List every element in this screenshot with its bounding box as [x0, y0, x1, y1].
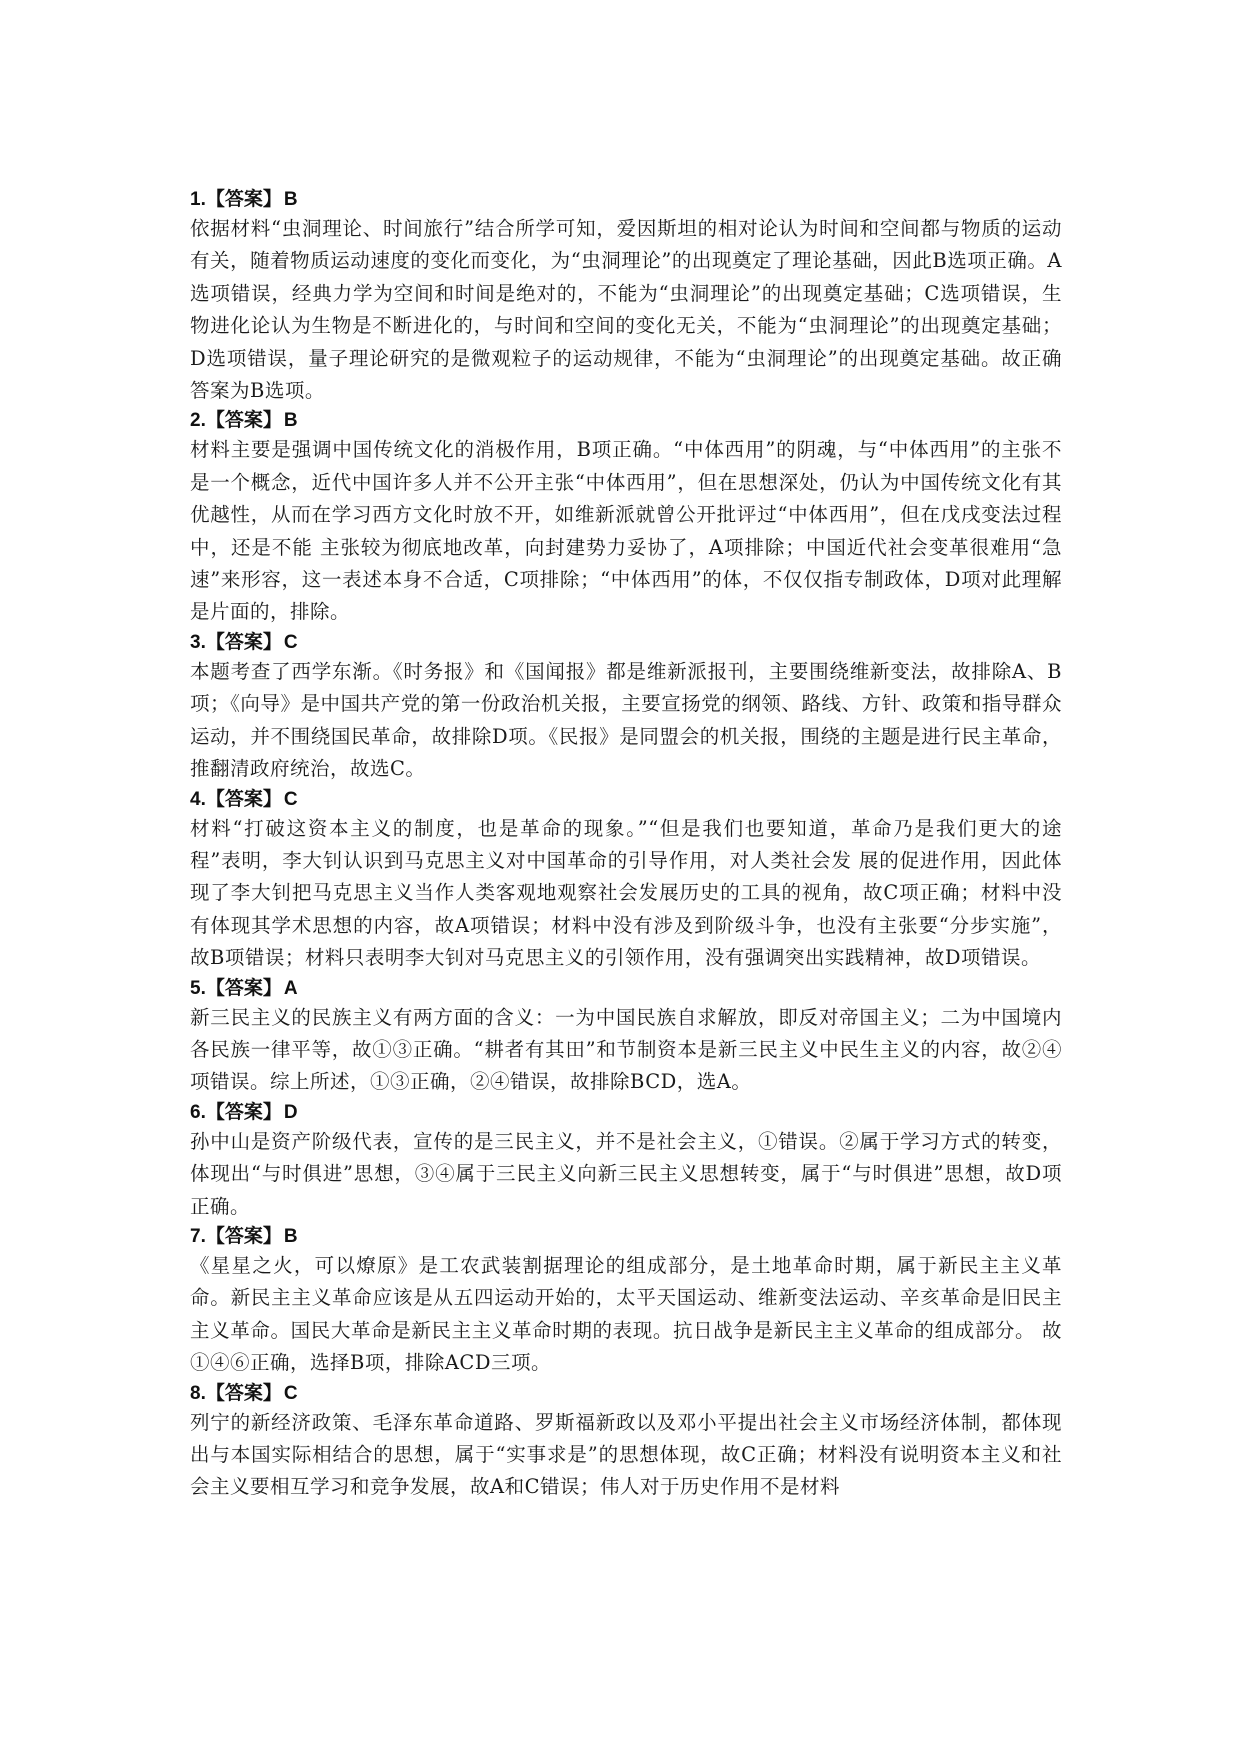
answer-explanation: 孙中山是资产阶级代表，宣传的是三民主义，并不是社会主义，①错误。②属于学习方式的转变，体现出“与时俱进”思想，③④属于三民主义向新三民主义思想转变，属于“与时俱进”思想，故D项正确。	[190, 1129, 1062, 1218]
answer-letter: C	[283, 631, 298, 653]
answer-heading-label: 2.【答案】	[190, 410, 282, 432]
answer-item-5	[190, 975, 1062, 1099]
answer-letter: C	[283, 788, 298, 810]
answer-heading-label: 4.【答案】	[190, 788, 282, 810]
answer-heading	[190, 1223, 1062, 1250]
answer-heading-label: 5.【答案】	[190, 977, 282, 999]
answer-heading-label: 1.【答案】	[190, 189, 282, 210]
answer-letter: B	[283, 1225, 298, 1247]
answer-heading-label: 6.【答案】	[190, 1101, 282, 1123]
answer-heading	[190, 1099, 1062, 1126]
answer-letter: C	[283, 1382, 298, 1404]
answer-key-page	[190, 186, 1062, 1504]
answer-letter: B	[283, 189, 298, 210]
answer-heading	[190, 186, 1062, 213]
answer-explanation: 依据材料“虫洞理论、时间旅行”结合所学可知，爱因斯坦的相对论认为时间和空间都与物质的运动有关，随着物质运动速度的变化而变化，为“虫洞理论”的出现奠定了理论基础，因此B选项正确。A选项错误，经典力学为空间和时间是绝对的，不能为“虫洞理论”的出现奠定基础；C选项错误，生物进化论认为生物是不断进化的，与时间和空间的变化无关，不能为“虫洞理论”的出现奠定基础；D选项错误，量子理论研究的是微观粒子的运动规律，不能为“虫洞理论”的出现奠定基础。故正确答案为B选项。	[190, 217, 1062, 403]
answer-explanation: 《星星之火，可以燎原》是工农武装割据理论的组成部分，是土地革命时期，属于新民主主义革命。新民主主义革命应该是从五四运动开始的，太平天国运动、维新变法运动、辛亥革命是旧民主主义革命。国民大革命是新民主主义革命时期的表现。抗日战争是新民主主义革命的组成部分。 故①④⑥正确，选择B项，排除ACD三项。	[190, 1253, 1062, 1375]
answer-heading	[190, 1380, 1062, 1407]
answer-item-3	[190, 629, 1062, 786]
answer-item-2	[190, 407, 1062, 628]
answer-explanation: 材料主要是强调中国传统文化的消极作用，B项正确。“中体西用”的阴魂，与“中体西用”的主张不是一个概念，近代中国许多人并不公开主张“中体西用”，但在思想深处，仍认为中国传统文化有其优越性，从而在学习西方文化时放不开，如维新派就曾公开批评过“中体西用”，但在戊戌变法过程中，还是不能 主张较为彻底地改革，向封建势力妥协了，A项排除；中国近代社会变革很难用“急速”来形容，这一表述本身不合适，C项排除；“中体西用”的体，不仅仅指专制政体，D项对此理解是片面的，排除。	[190, 438, 1062, 624]
answer-heading-label: 3.【答案】	[190, 631, 282, 653]
answer-explanation: 列宁的新经济政策、毛泽东革命道路、罗斯福新政以及邓小平提出社会主义市场经济体制，都体现出与本国实际相结合的思想，属于“实事求是”的思想体现，故C正确；材料没有说明资本主义和社会主义要相互学习和竞争发展，故A和C错误；伟人对于历史作用不是材料	[190, 1410, 1062, 1499]
answer-heading	[190, 407, 1062, 434]
answer-explanation: 新三民主义的民族主义有两方面的含义：一为中国民族自求解放，即反对帝国主义；二为中国境内各民族一律平等，故①③正确。“耕者有其田”和节制资本是新三民主义中民生主义的内容，故②④项错误。综上所述，①③正确，②④错误，故排除BCD，选A。	[190, 1005, 1062, 1094]
answer-item-7	[190, 1223, 1062, 1380]
answer-item-1	[190, 186, 1062, 407]
answer-explanation: 材料“打破这资本主义的制度，也是革命的现象。”“但是我们也要知道，革命乃是我们更大的途程”表明，李大钊认识到马克思主义对中国革命的引导作用，对人类社会发 展的促进作用，因此体现了李大钊把马克思主义当作人类客观地观察社会发展历史的工具的视角，故C项正确；材料中没有体现其学术思想的内容，故A项错误；材料中没有涉及到阶级斗争，也没有主张要“分步实施”，故B项错误；材料只表明李大钊对马克思主义的引领作用，没有强调突出实践精神，故D项错误。	[190, 816, 1062, 970]
answer-item-6	[190, 1099, 1062, 1223]
answer-explanation: 本题考查了西学东渐。《时务报》和《国闻报》都是维新派报刊，主要围绕维新变法，故排除A、B项；《向导》是中国共产党的第一份政治机关报，主要宣扬党的纲领、路线、方针、政策和指导群众运动，并不围绕国民革命，故排除D项。《民报》是同盟会的机关报，围绕的主题是进行民主革命，推翻清政府统治，故选C。	[190, 659, 1062, 781]
answer-heading	[190, 975, 1062, 1002]
answer-heading	[190, 786, 1062, 813]
answer-letter: B	[283, 410, 298, 432]
answer-heading-label: 8.【答案】	[190, 1382, 282, 1404]
answer-item-8	[190, 1380, 1062, 1504]
answer-letter: D	[283, 1101, 298, 1123]
answer-letter: A	[283, 977, 298, 999]
answer-item-4	[190, 786, 1062, 975]
answer-heading-label: 7.【答案】	[190, 1225, 282, 1247]
answer-heading	[190, 629, 1062, 656]
